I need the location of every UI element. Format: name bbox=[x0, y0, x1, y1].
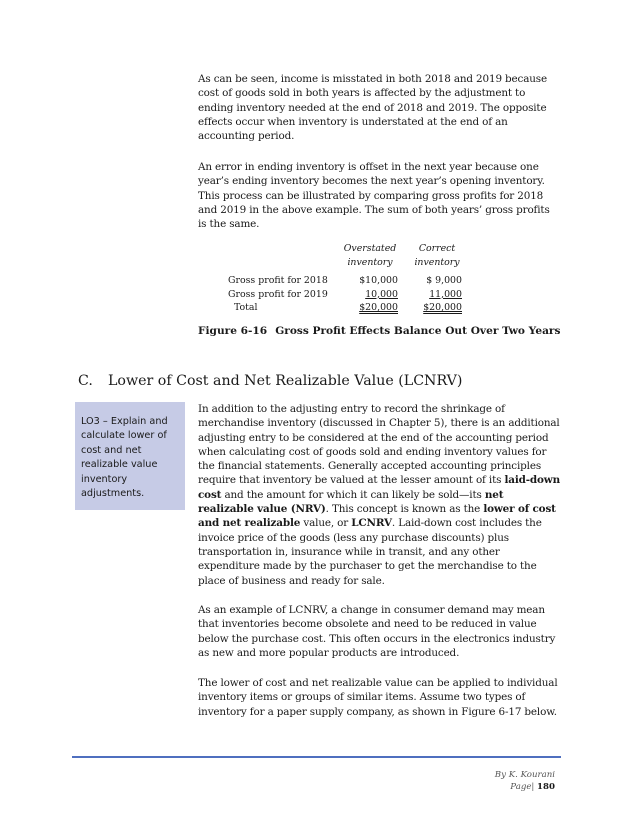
page-number: 180 bbox=[537, 782, 555, 792]
header-line: Overstated bbox=[343, 243, 397, 254]
text-run: and the amount for which it can likely be sold—its bbox=[221, 488, 485, 501]
text-run: . This concept is known as the bbox=[325, 503, 484, 516]
footer-rule bbox=[72, 756, 561, 758]
paragraph-lcnrv-application bbox=[198, 676, 560, 719]
term-lower-of-cost: lower of cost and net realizable bbox=[198, 503, 556, 530]
correct-value: $ 9,000 bbox=[426, 275, 462, 286]
row-label: Gross profit for 2019 bbox=[228, 288, 328, 300]
paragraph-text: As an example of LCNRV, a change in consumer demand may mean that inventories become obsolete and need to be reduced in value below the purchase cost. This often occurs in the electronics industry as new and more popular products are introduced. bbox=[198, 604, 556, 659]
header-overstated-inventory bbox=[332, 242, 408, 269]
page-label: Page bbox=[510, 782, 532, 792]
paragraph-income-misstated bbox=[198, 72, 560, 143]
page-separator: | bbox=[531, 782, 535, 792]
paragraph-text: An error in ending inventory is offset in the next year because one year’s ending inventory becomes the next year’s opening inventory. This process can be illustrated by comparing gross profits for 2018 and 2019 in the above example. The sum of both years’ gross profits is the same. bbox=[198, 161, 550, 231]
overstated-value: $20,000 bbox=[359, 302, 398, 314]
overstated-value: $10,000 bbox=[359, 275, 398, 286]
correct-value: 11,000 bbox=[429, 288, 462, 300]
learning-objective-text: LO3 – Explain and calculate lower of cost and net realizable value inventory adjustments. bbox=[81, 416, 168, 500]
text-run: In addition to the adjusting entry to record the shrinkage of merchandise inventory (discussed in Chapter 5), there is an additional adjusting entry to be considered at the end of the accounting period when calculating cost of goods sold and ending inventory values for the financial statements. Generally accepted accounting principles require that inventory be valued at the lesser amount of its bbox=[198, 403, 560, 487]
section-letter: C. bbox=[78, 373, 93, 389]
overstated-value: 10,000 bbox=[365, 288, 398, 300]
paragraph-lcnrv-example bbox=[198, 603, 560, 660]
section-title: Lower of Cost and Net Realizable Value (LCNRV) bbox=[108, 373, 463, 389]
table-row bbox=[228, 274, 468, 288]
row-label: Gross profit for 2018 bbox=[228, 275, 328, 286]
correct-value: $20,000 bbox=[423, 302, 462, 314]
term-laid-down-cost: laid-down cost bbox=[198, 474, 560, 501]
paragraph-error-offset bbox=[198, 160, 560, 231]
section-heading bbox=[78, 373, 462, 389]
paragraph-text: As can be seen, income is misstated in both 2018 and 2019 because cost of goods sold in both years is affected by the adjustment to ending inventory needed at the end of 2018 and 2019. The opposite effects occur when inventory is understated at the end of an accounting period. bbox=[198, 73, 547, 143]
table-row-total bbox=[228, 301, 468, 315]
row-label: Total bbox=[234, 302, 258, 314]
header-correct-inventory bbox=[404, 242, 470, 269]
footer-page-number bbox=[510, 782, 555, 792]
learning-objective-box bbox=[75, 402, 185, 510]
paragraph-text bbox=[198, 402, 560, 588]
header-line: Correct bbox=[418, 243, 456, 254]
table-row bbox=[228, 288, 468, 302]
text-run: value, or bbox=[300, 517, 352, 530]
text-run: . Laid-down cost includes the invoice price of the goods (less any purchase discounts) plus transportation in, insurance while in transit, and any other expenditure made by the purchaser to get the merchandise to the place of business and ready for sale. bbox=[198, 517, 542, 587]
paragraph-lcnrv-definition bbox=[198, 402, 560, 588]
figure-title: Gross Profit Effects Balance Out Over Two Years bbox=[275, 325, 561, 337]
figure-number: Figure 6-16 bbox=[198, 325, 268, 337]
footer-author: By K. Kourani bbox=[494, 770, 555, 780]
figure-caption bbox=[198, 325, 560, 337]
header-line: inventory bbox=[347, 256, 393, 268]
term-lcnrv: LCNRV bbox=[351, 517, 392, 530]
paragraph-text: The lower of cost and net realizable value can be applied to individual inventory items or groups of similar items. Assume two types of inventory for a paper supply company, as shown in Figure 6-17 below. bbox=[198, 677, 558, 718]
header-line: inventory bbox=[414, 256, 460, 268]
term-net-realizable-value: net realizable value (NRV) bbox=[198, 488, 504, 516]
